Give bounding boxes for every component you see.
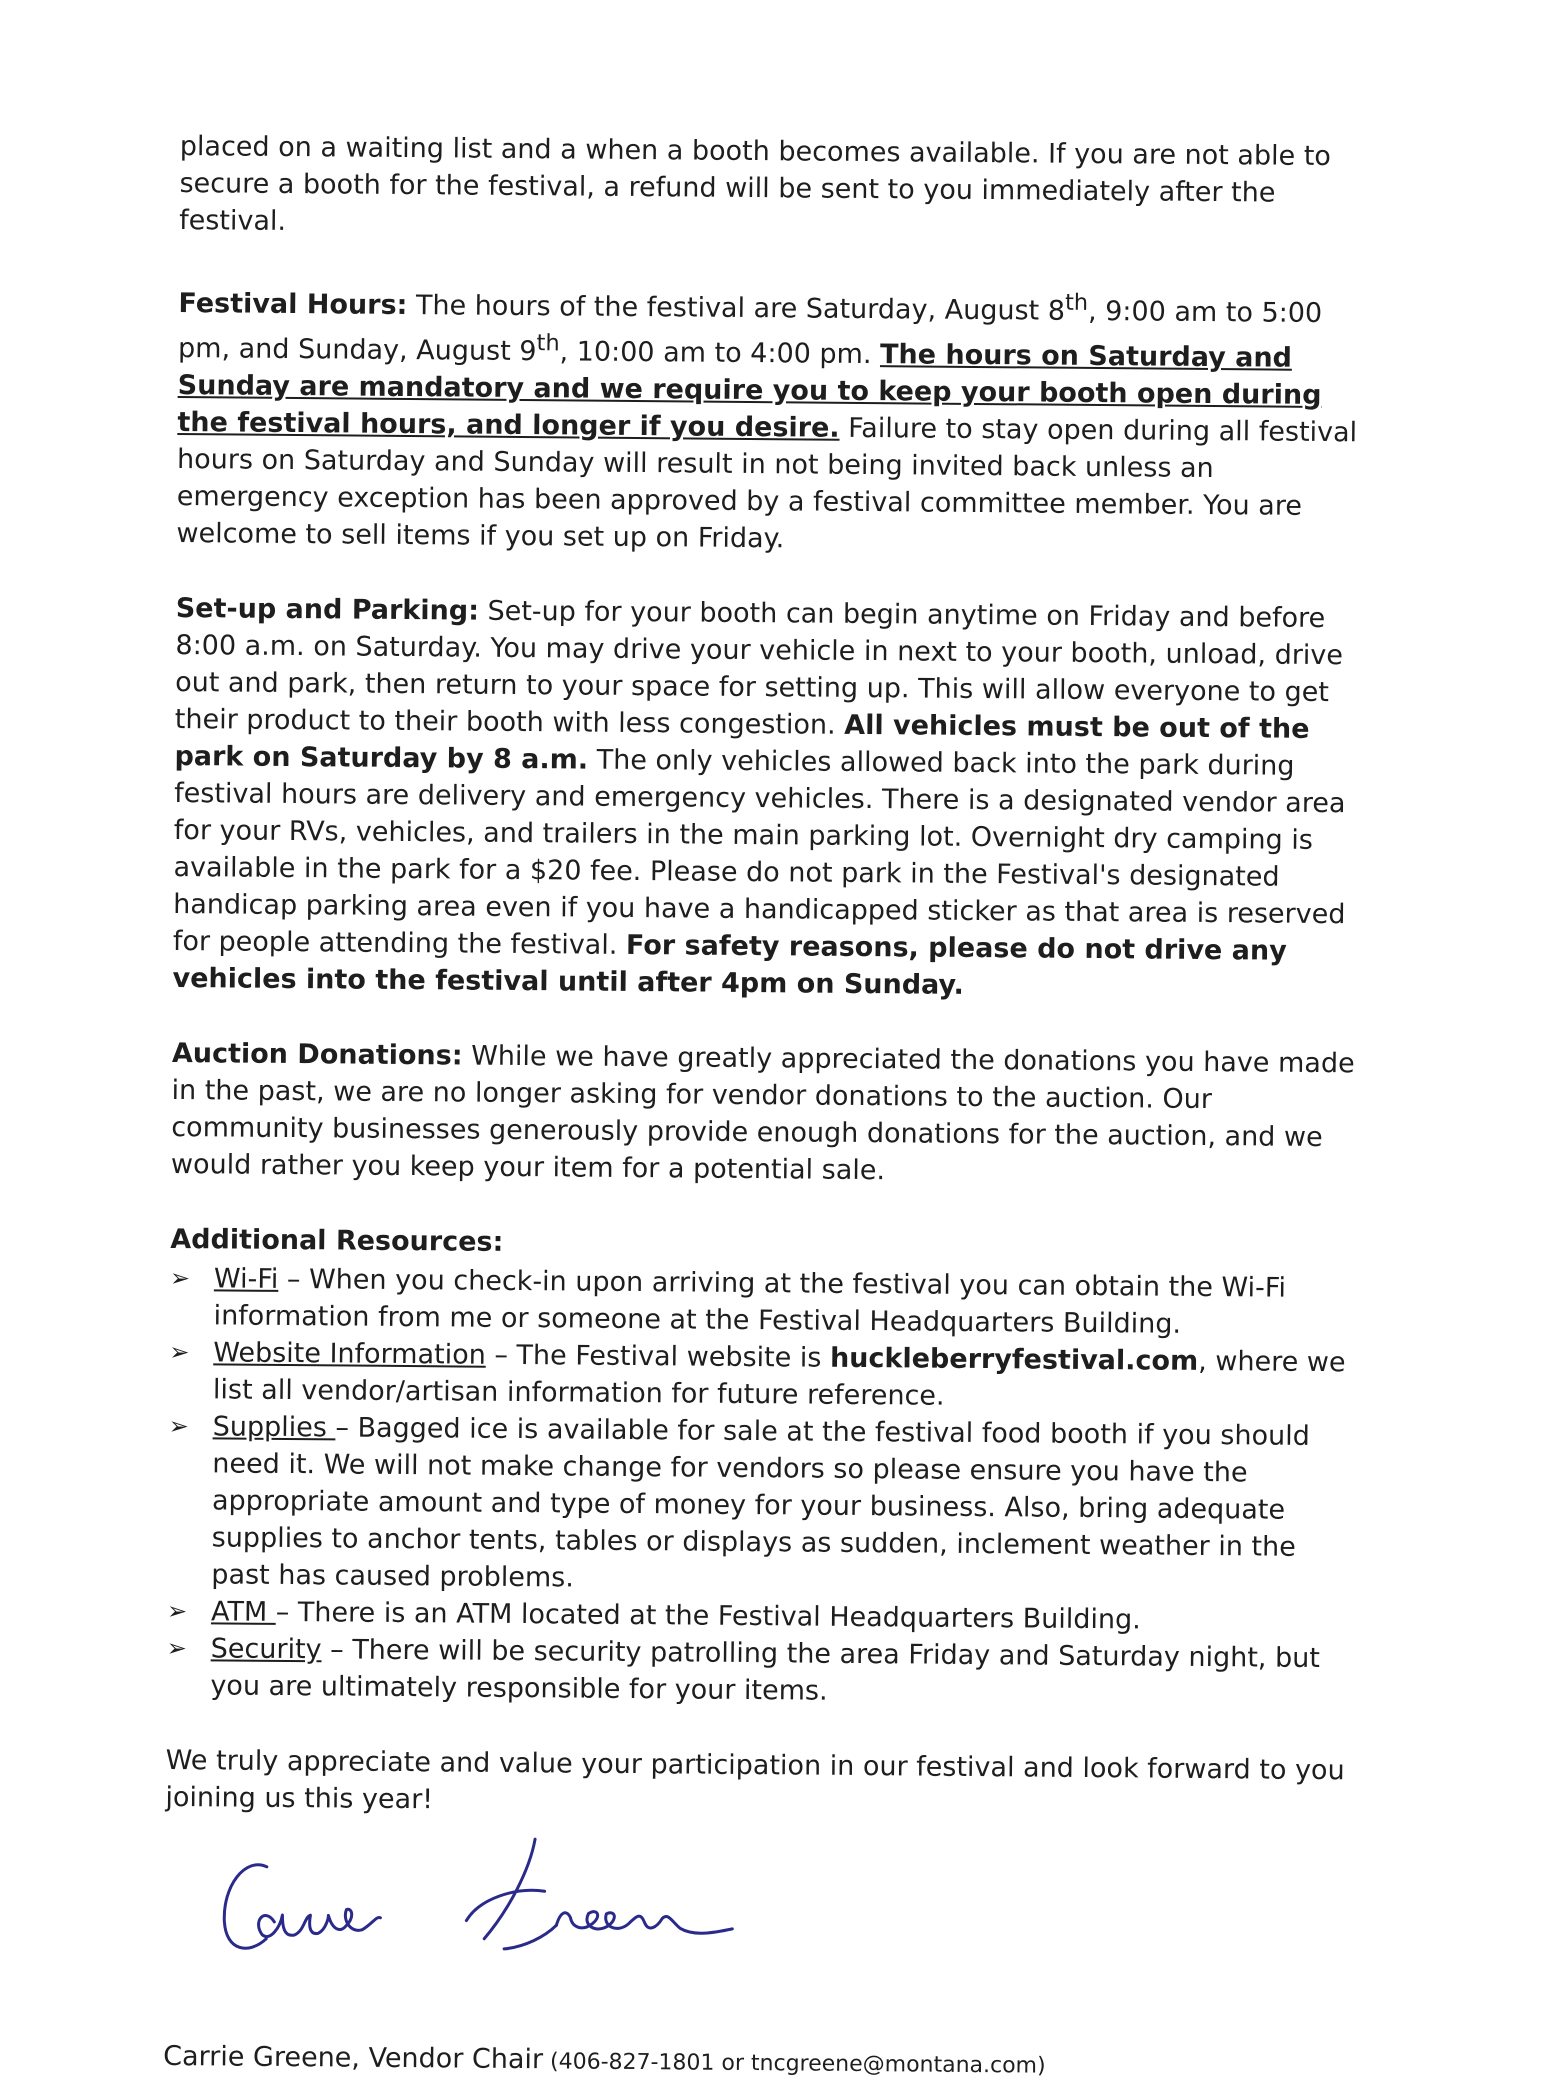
security-term: Security [210, 1633, 322, 1666]
hours-text-1: The hours of the festival are Saturday, August 8 [407, 289, 1066, 327]
vendor-chair-name: Carrie Greene, Vendor Chair [163, 2040, 544, 2076]
list-item [167, 1408, 1359, 1603]
safety-notice: For safety reasons, please do not drive any vehicles into the festival until after 4pm on Sunday. [172, 929, 1287, 1001]
website-term: Website Information [213, 1337, 486, 1371]
festival-hours-paragraph [176, 277, 1368, 562]
arrow-bullet-icon: ➢ [169, 1337, 190, 1367]
vendor-chair-contact: (406-827-1801 or tncgreene@montana.com) [542, 2049, 1046, 2079]
hours-sup-1: th [1064, 289, 1089, 316]
mandatory-hours-notice: The hours on Saturday and Sunday are mandatory and we require you to keep your booth open during the festival hours, and longer if you desire. [177, 339, 1322, 444]
setup-text-1: Set-up for your booth can begin anytime on Friday and before 8:00 a.m. on Saturday. You may drive your vehicle in next to your booth, unload, drive out and park, then return to your space for setting up. This will allow everyone to get their product to their booth with less congestion. [174, 595, 1344, 741]
wifi-text: – When you check-in upon arriving at the festival you can obtain the Wi-Fi information from me or someone at the Festival Headquarters Building. [213, 1263, 1287, 1340]
vehicles-out-notice: All vehicles must be out of the park on Saturday by 8 a.m. [174, 709, 1310, 776]
list-item [166, 1630, 1357, 1714]
signature-drawing [204, 1826, 825, 1981]
additional-resources-heading: Additional Resources: [170, 1223, 504, 1258]
website-url: huckleberryfestival.com [829, 1342, 1199, 1377]
closing-paragraph: We truly appreciate and value your participation in our festival and look forward to you joining us this year! [165, 1744, 1345, 1816]
wifi-term: Wi-Fi [213, 1263, 279, 1295]
hours-sup-2: th [536, 330, 560, 357]
website-text-2: , where we list all vendor/artisan information for future reference. [212, 1345, 1346, 1412]
auction-donations-label: Auction Donations: [171, 1037, 463, 1072]
hours-text-3: , 10:00 am to 4:00 pm. [559, 336, 881, 371]
resources-list [166, 1260, 1360, 1714]
atm-term: ATM [210, 1596, 276, 1628]
website-text-1: – The Festival website is [485, 1339, 831, 1374]
letter-page [163, 128, 1370, 2087]
supplies-text: – Bagged ice is available for sale at the festival food booth if you should need it. We will not make change for vendors so please ensure you have the appropriate amount and type of money for your business. Also, bring adequate supplies to anchor tents, tables or displays as sudden, inclement weather in the past has caused problems. [211, 1412, 1310, 1594]
festival-hours-label: Festival Hours: [178, 287, 408, 321]
auction-donations-paragraph [171, 1035, 1362, 1193]
handwritten-signature [204, 1826, 1355, 1986]
auction-text: While we have greatly appreciated the donations you have made in the past, we are no longer asking for vendor donations to the auction. Our community businesses generously provide enough donations for the auction, and we would rather you keep your item for a potential sale. [170, 1040, 1355, 1187]
intro-paragraph: placed on a waiting list and a when a booth becomes available. If you are not able to secure a booth for the festival, a refund will be sent to you immediately after the festival. [179, 130, 1332, 237]
arrow-bullet-icon: ➢ [169, 1263, 191, 1293]
list-item [169, 1260, 1360, 1344]
hours-text-2: , 9:00 am to 5:00 pm, and Sunday, August 9 [177, 295, 1323, 368]
arrow-bullet-icon: ➢ [166, 1633, 187, 1663]
supplies-term: Supplies [212, 1411, 336, 1444]
setup-parking-label: Set-up and Parking: [175, 592, 480, 627]
security-text: – There will be security patrolling the area Friday and Saturday night, but you are ultimately responsible for your items. [210, 1634, 1320, 1707]
atm-text: – There is an ATM located at the Festival Headquarters Building. [275, 1596, 1141, 1636]
list-item [169, 1334, 1360, 1418]
setup-parking-paragraph [172, 590, 1366, 1007]
setup-text-2: The only vehicles allowed back into the park during festival hours are delivery and emergency vehicles. There is a designated vendor area for your RVs, vehicles, and trailers in the main parking lot. Overnight dry camping is available in the park for a $20 fee. Please do not park in the Festival's designated handicap parking area even if you have a handicapped sticker as that area is reserved for people attending the festival. [172, 744, 1346, 961]
arrow-bullet-icon: ➢ [168, 1411, 189, 1441]
arrow-bullet-icon: ➢ [166, 1596, 188, 1626]
vendor-chair-line [163, 2038, 1353, 2087]
hours-text-4: Failure to stay open during all festival hours on Saturday and Sunday will result in not being invited back unless an emergency exception has been approved by a festival committee member. You are welcome to sell items if you set up on Friday. [176, 412, 1358, 555]
